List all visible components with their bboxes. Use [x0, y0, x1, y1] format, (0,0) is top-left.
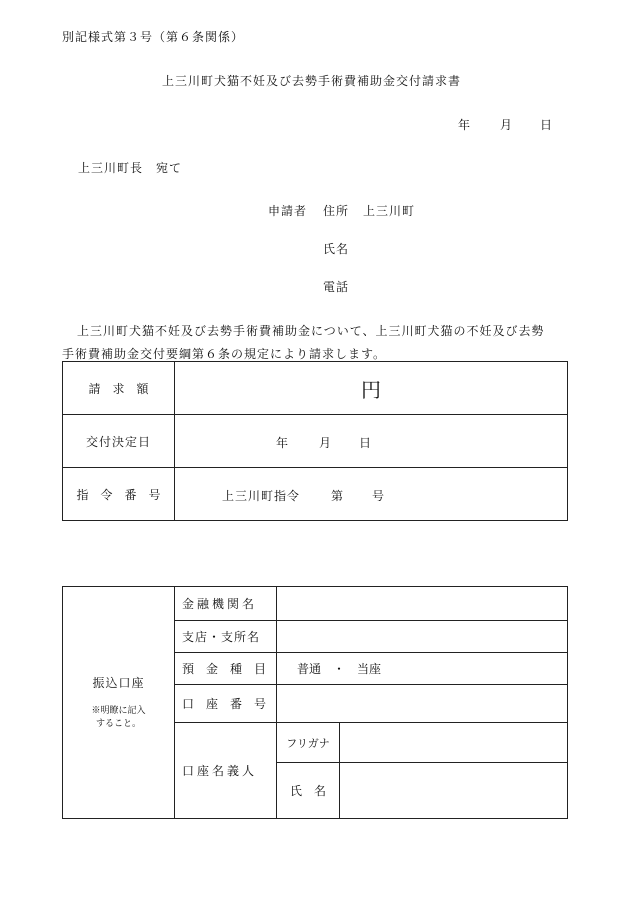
order-dai: 第: [331, 489, 344, 503]
claim-table: [62, 361, 568, 521]
bank-section-label: 振込口座: [92, 676, 145, 690]
holder-name-value[interactable]: [340, 763, 568, 819]
decision-month: 月: [319, 436, 332, 450]
decision-date-row: [63, 415, 568, 468]
holder-name-label: 氏 名: [277, 763, 340, 819]
address-label: 住所: [323, 204, 350, 218]
name-label: 氏名: [323, 242, 350, 256]
bank-section-cell: [63, 587, 175, 819]
bank-note-line2: すること。: [95, 719, 141, 729]
account-number-label: 口 座 番 号: [175, 685, 277, 723]
body-text-line2: 手術費補助金交付要綱第６条の規定により請求します。: [62, 347, 387, 361]
form-label: 別記様式第３号（第６条関係）: [62, 30, 245, 44]
body-text-line1: 上三川町犬猫不妊及び去勢手術費補助金について、上三川町犬猫の不妊及び去勢: [77, 324, 545, 338]
order-number-cell: [175, 468, 568, 521]
decision-date-label: 交付決定日: [63, 415, 175, 468]
order-prefix: 上三川町指令: [222, 489, 301, 503]
claim-amount-unit: 円: [175, 362, 568, 415]
order-go: 号: [372, 489, 385, 503]
furigana-label: フリガナ: [277, 723, 340, 763]
decision-year: 年: [276, 436, 289, 450]
bank-note-line1: ※明瞭に記入: [91, 706, 146, 716]
decision-date-cell: [175, 415, 568, 468]
document-title: 上三川町犬猫不妊及び去勢手術費補助金交付請求書: [162, 74, 462, 88]
furigana-value[interactable]: [340, 723, 568, 763]
applicant-label: 申請者: [268, 204, 308, 218]
deposit-type-label: 預 金 種 目: [175, 653, 277, 685]
account-number-value[interactable]: [277, 685, 568, 723]
account-holder-label: 口座名義人: [175, 723, 277, 819]
decision-day: 日: [359, 436, 372, 450]
bank-name-value[interactable]: [277, 587, 568, 621]
claim-amount-row: [63, 362, 568, 415]
order-number-row: [63, 468, 568, 521]
bank-table: [62, 586, 568, 819]
bank-name-label: 金融機関名: [175, 587, 277, 621]
branch-label: 支店・支所名: [175, 621, 277, 653]
addressee: 上三川町長 宛て: [78, 161, 183, 175]
date-day: 日: [540, 118, 553, 132]
order-number-label: 指 令 番 号: [63, 468, 175, 521]
deposit-type-value: 普通 ・ 当座: [277, 653, 568, 685]
address-value: 上三川町: [363, 204, 416, 218]
phone-label: 電話: [323, 280, 350, 294]
date-month: 月: [500, 118, 513, 132]
date-year: 年: [458, 118, 471, 132]
branch-value[interactable]: [277, 621, 568, 653]
claim-amount-label: 請 求 額: [63, 362, 175, 415]
